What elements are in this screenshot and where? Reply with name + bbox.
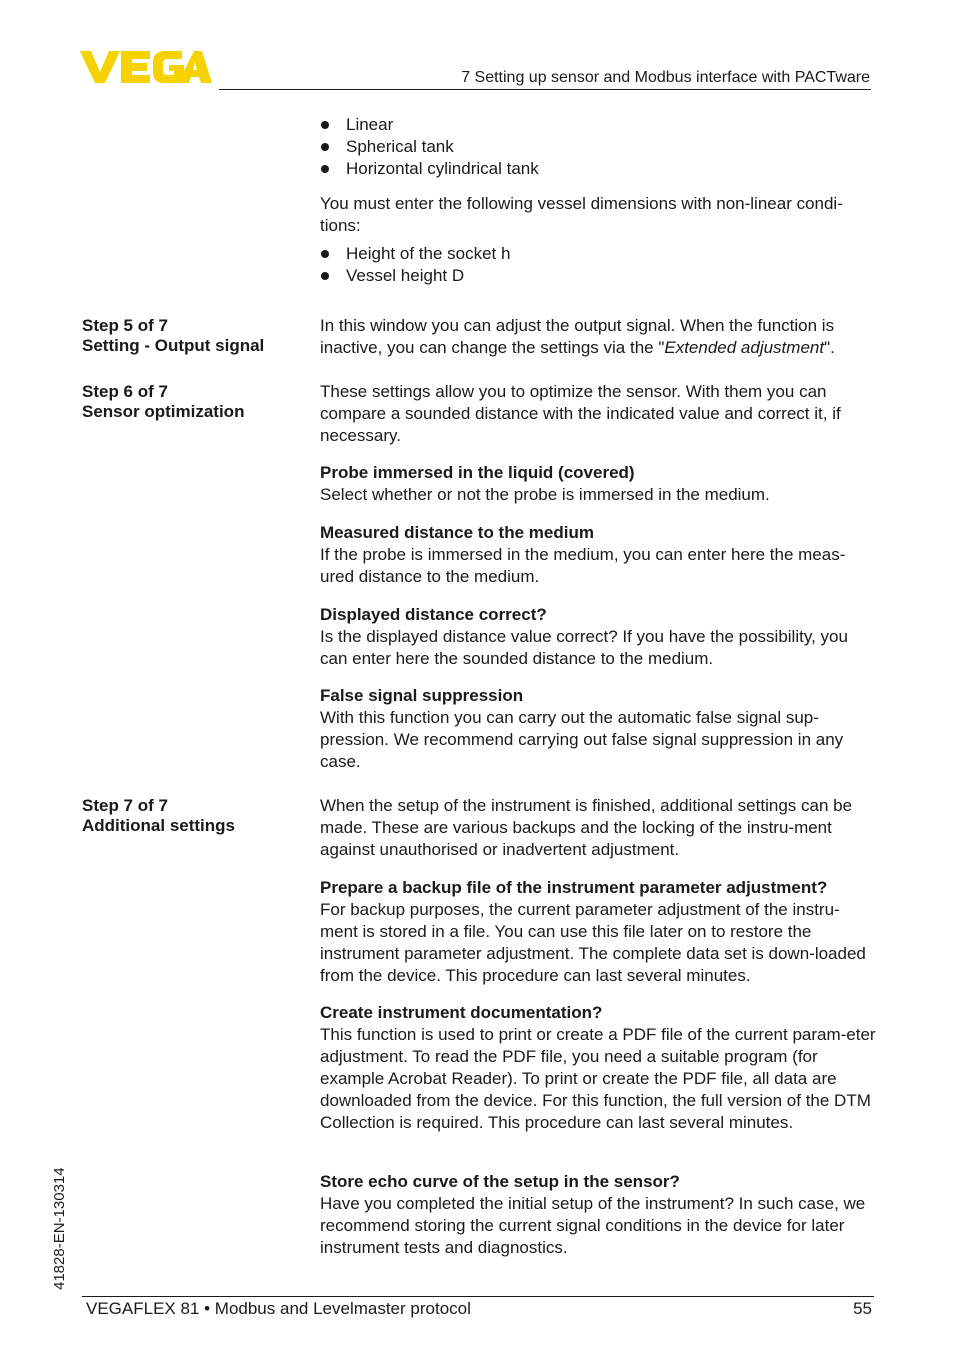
step5-text: In this window you can adjust the output signal. When the function is inactive, you can change the settings via the "Extended adjustment". bbox=[320, 316, 835, 357]
header-rule bbox=[219, 89, 871, 90]
vega-logo bbox=[80, 50, 212, 84]
measured-distance-section: Measured distance to the medium If the probe is immersed in the medium, you can enter here the meas-ured distance to the medium. bbox=[320, 523, 846, 586]
page-number: 55 bbox=[853, 1299, 872, 1318]
step6-text: These settings allow you to optimize the sensor. With them you can compare a sounded distance with the indicated value and correct it, if necessary. bbox=[320, 382, 841, 445]
probe-immersed-section: Probe immersed in the liquid (covered) Select whether or not the probe is immersed in the medium. bbox=[320, 463, 770, 504]
documentation-section: Create instrument documentation? This function is used to print or create a PDF file of the current param-eter adjustment. To read the PDF file, you need a suitable program (for example Acrobat Reader). To print or create the PDF file, all data are downloaded from the device. For this function, the full version of the DTM Collection is required. This procedure can last several minutes. bbox=[320, 1003, 876, 1132]
displayed-distance-section: Displayed distance correct? Is the displayed distance value correct? If you have the possibility, you can enter here the sounded distance to the medium. bbox=[320, 605, 848, 668]
chapter-heading: 7 Setting up sensor and Modbus interface with PACTware bbox=[461, 69, 870, 86]
false-signal-section: False signal suppression With this function you can carry out the automatic false signal sup-pression. We recommend carrying out false signal suppression in any case. bbox=[320, 686, 844, 771]
footer-product: VEGAFLEX 81 • Modbus and Levelmaster protocol bbox=[86, 1299, 471, 1318]
step7-label: Step 7 of 7 Additional settings bbox=[82, 796, 235, 835]
list-item: Linear bbox=[320, 114, 876, 136]
echo-curve-section: Store echo curve of the setup in the sensor? Have you completed the initial setup of the instrument? In such case, we recommend storing the current signal conditions in the device for later instrument tests and diagnostics. bbox=[320, 1172, 866, 1257]
step6-label: Step 6 of 7 Sensor optimization bbox=[82, 382, 245, 421]
step5-label: Step 5 of 7 Setting - Output signal bbox=[82, 316, 265, 355]
intro-section bbox=[320, 114, 876, 287]
intro-paragraph: You must enter the following vessel dimensions with non-linear condi-tions: bbox=[320, 194, 843, 235]
list-item: Vessel height D bbox=[320, 265, 876, 287]
vessel-type-list bbox=[320, 114, 876, 180]
document-number: 41828-EN-130314 bbox=[51, 1167, 68, 1290]
list-item: Horizontal cylindrical tank bbox=[320, 158, 876, 180]
list-item: Height of the socket h bbox=[320, 243, 876, 265]
backup-section: Prepare a backup file of the instrument parameter adjustment? For backup purposes, the current parameter adjustment of the instru-ment is stored in a file. You can use this file later on to restore the instrument parameter adjustment. The complete data set is down-loaded from the device. This procedure can last several minutes. bbox=[320, 878, 866, 985]
dimension-list bbox=[320, 243, 876, 287]
list-item: Spherical tank bbox=[320, 136, 876, 158]
step7-text: When the setup of the instrument is finished, additional settings can be made. These are various backups and the locking of the instru-ment against unauthorised or inadvertent adjustment. bbox=[320, 796, 853, 859]
footer-rule bbox=[82, 1296, 874, 1297]
